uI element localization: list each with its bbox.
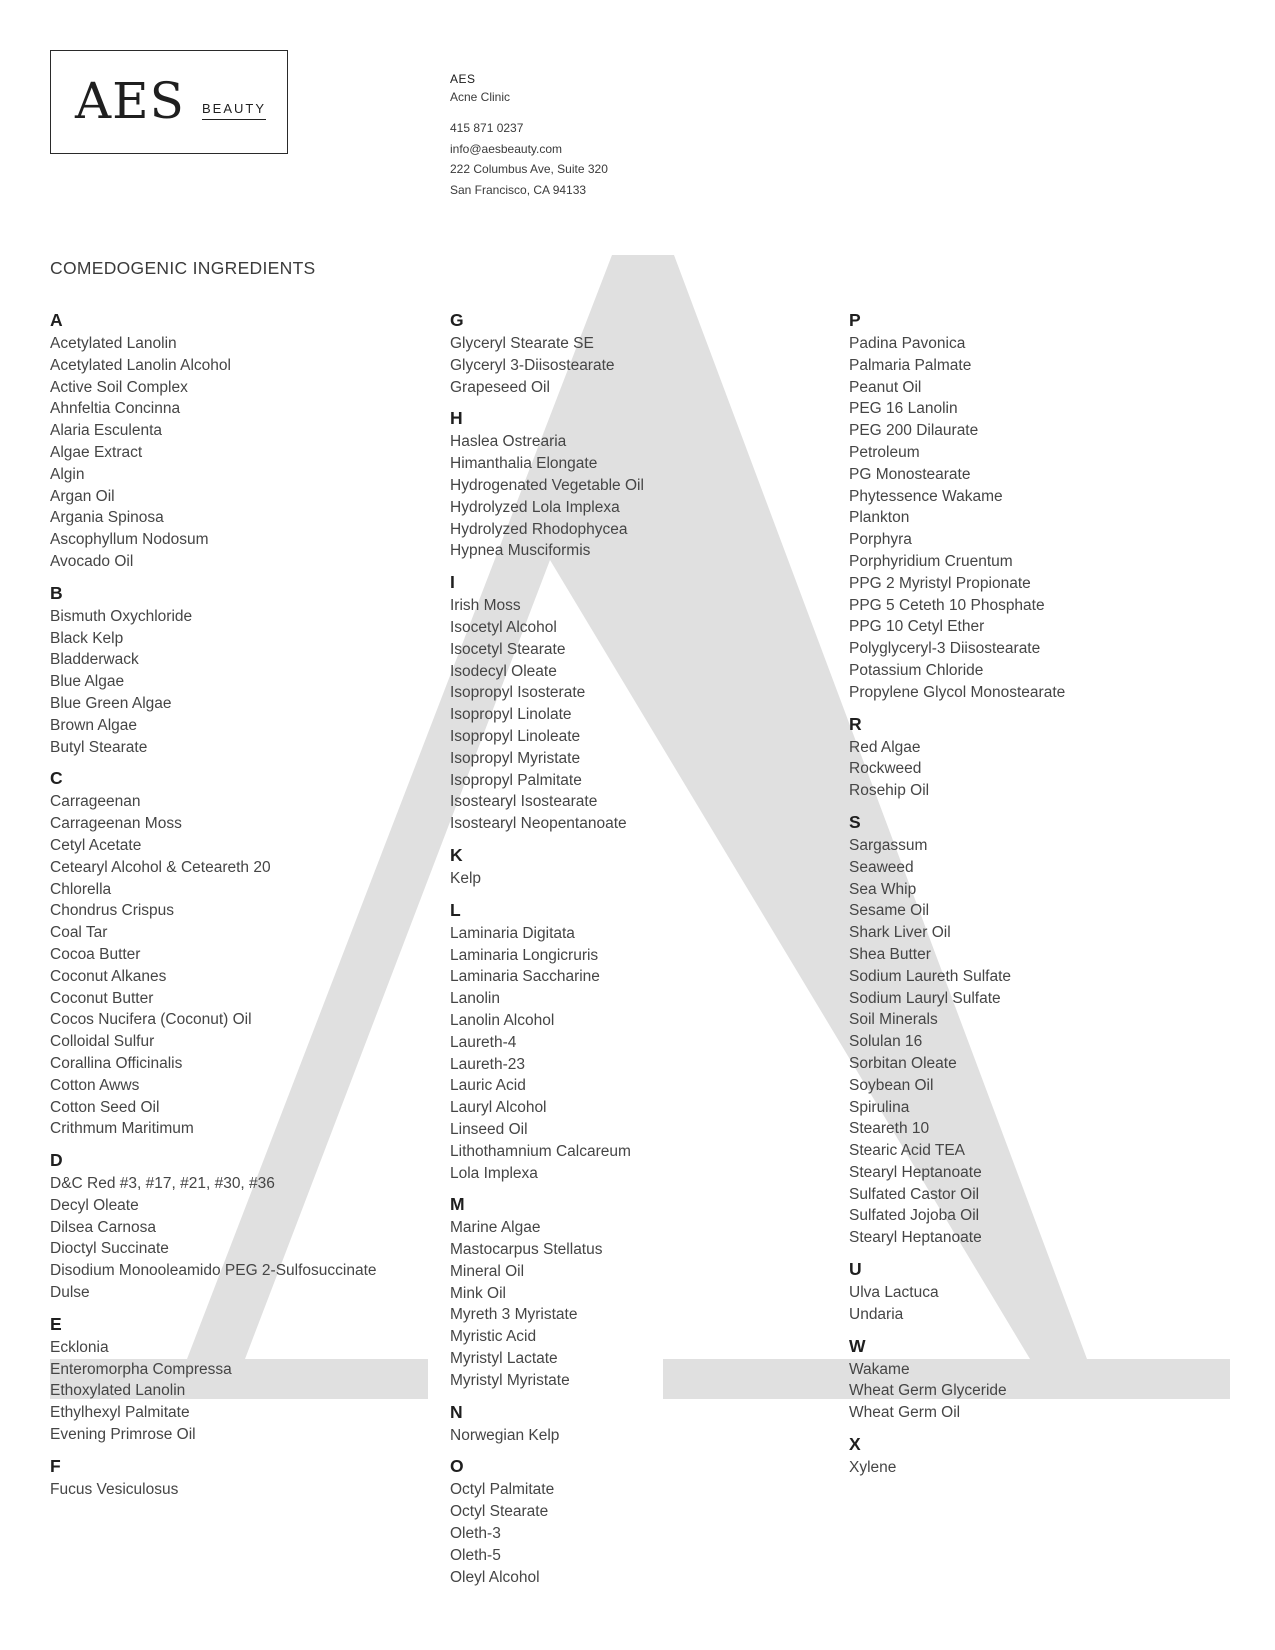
ingredient-item: Crithmum Maritimum	[50, 1120, 194, 1138]
section-letter: D	[50, 1150, 63, 1171]
logo-subtitle: BEAUTY	[202, 101, 266, 120]
ingredient-item: Irish Moss	[450, 597, 521, 615]
section-letter: I	[450, 572, 455, 593]
ingredient-item: Lanolin	[450, 990, 500, 1008]
ingredient-item: Avocado Oil	[50, 552, 134, 570]
ingredient-item: PEG 200 Dilaurate	[849, 422, 979, 440]
letter-group	[50, 767, 377, 1140]
section-letter: F	[50, 1455, 61, 1476]
ingredient-item: Palmaria Palmate	[849, 356, 972, 374]
ingredient-item: Plankton	[849, 509, 910, 527]
ingredient-item: Shark Liver Oil	[849, 924, 951, 942]
ingredient-item: Mink Oil	[450, 1284, 506, 1302]
section-letter: M	[450, 1194, 465, 1215]
section-letter: B	[50, 582, 63, 603]
ingredient-item: Kelp	[450, 869, 482, 887]
ingredient-item: Spirulina	[849, 1098, 910, 1116]
ingredient-item: Padina Pavonica	[849, 335, 966, 352]
ingredient-item: Ecklonia	[50, 1338, 109, 1356]
ingredient-item: Ulva Lactuca	[849, 1284, 939, 1302]
ingredient-item: Algin	[50, 465, 85, 483]
letter-group	[450, 844, 644, 890]
ingredient-item: Bladderwack	[50, 651, 139, 669]
section-letter: K	[450, 844, 463, 865]
letter-group	[50, 1455, 377, 1501]
contact-phone: 415 871 0237	[450, 121, 524, 135]
letter-group	[450, 899, 644, 1185]
section-letter: N	[450, 1401, 463, 1422]
ingredient-item: Active Soil Complex	[50, 378, 188, 396]
section-letter: P	[849, 310, 861, 330]
ingredient-item: Enteromorpha Compressa	[50, 1360, 232, 1378]
logo-mark: AES	[75, 72, 185, 130]
ingredient-item: Wheat Germ Glyceride	[849, 1382, 1007, 1400]
ingredient-item: Wheat Germ Oil	[849, 1404, 961, 1422]
ingredient-item: Carrageenan	[50, 793, 141, 811]
ingredient-item: Chondrus Crispus	[50, 902, 175, 920]
ingredient-item: Isopropyl Isosterate	[450, 684, 586, 702]
section-letter: S	[849, 811, 861, 832]
ingredient-item: Lola Implexa	[450, 1164, 538, 1182]
ingredient-item: PPG 10 Cetyl Ether	[849, 618, 985, 636]
contact-address-line2: San Francisco, CA 94133	[450, 182, 587, 197]
ingredient-item: Chlorella	[50, 880, 112, 898]
ingredient-item: Carrageenan Moss	[50, 815, 182, 833]
section-letter: X	[849, 1434, 861, 1455]
ingredient-item: Cocoa Butter	[50, 945, 141, 963]
ingredient-item: Stearyl Heptanoate	[849, 1163, 982, 1181]
ingredient-item: Seaweed	[849, 858, 914, 876]
ingredient-item: Soil Minerals	[849, 1011, 938, 1029]
ingredient-item: Glyceryl Stearate SE	[450, 335, 594, 352]
ingredient-item: Dioctyl Succinate	[50, 1240, 169, 1258]
ingredient-item: Laminaria Digitata	[450, 924, 575, 942]
contact-address-line1: 222 Columbus Ave, Suite 320	[450, 162, 608, 176]
ingredient-item: Coconut Alkanes	[50, 967, 167, 985]
section-letter: W	[849, 1335, 866, 1356]
ingredient-item: D&C Red #3, #17, #21, #30, #36	[50, 1175, 275, 1193]
ingredient-item: Lithothamnium Calcareum	[450, 1142, 631, 1160]
ingredient-item: Linseed Oil	[450, 1120, 528, 1138]
ingredient-item: Algae Extract	[50, 443, 143, 461]
ingredient-item: PG Monostearate	[849, 465, 971, 483]
ingredient-item: Mineral Oil	[450, 1262, 525, 1280]
ingredient-item: Brown Algae	[50, 716, 138, 734]
contact-block	[450, 70, 608, 200]
ingredient-item: Shea Butter	[849, 945, 931, 963]
ingredient-item: Sesame Oil	[849, 902, 930, 920]
ingredient-item: Lauric Acid	[450, 1077, 526, 1095]
ingredient-item: Laminaria Longicruris	[450, 946, 599, 964]
ingredient-item: Lauryl Alcohol	[450, 1099, 547, 1117]
ingredient-item: Haslea Ostrearia	[450, 433, 567, 451]
ingredient-item: Ethoxylated Lanolin	[50, 1382, 186, 1400]
ingredient-item: Isopropyl Linolate	[450, 706, 572, 724]
ingredient-item: Rockweed	[849, 760, 922, 778]
ingredient-item: Polyglyceryl-3 Diisostearate	[849, 640, 1041, 658]
ingredient-item: Black Kelp	[50, 629, 124, 647]
ingredient-item: Decyl Oleate	[50, 1196, 139, 1214]
ingredient-item: Oleth-5	[450, 1546, 501, 1564]
contact-email: info@aesbeauty.com	[450, 141, 563, 156]
ingredient-item: Colloidal Sulfur	[50, 1033, 155, 1051]
ingredient-item: PPG 2 Myristyl Propionate	[849, 574, 1031, 592]
ingredient-item: Isocetyl Alcohol	[450, 618, 557, 636]
ingredient-item: Blue Algae	[50, 673, 125, 691]
ingredient-item: Cotton Awws	[50, 1076, 140, 1094]
section-letter: H	[450, 408, 463, 429]
ingredient-item: PEG 16 Lanolin	[849, 400, 958, 418]
letter-group	[450, 309, 644, 398]
ingredients-column-2	[450, 309, 644, 1597]
ingredient-item: Ascophyllum Nodosum	[50, 531, 209, 549]
letter-group	[849, 309, 1065, 704]
ingredient-item: Evening Primrose Oil	[50, 1426, 196, 1444]
ingredient-item: Hypnea Musciformis	[450, 542, 591, 560]
ingredient-item: Sulfated Castor Oil	[849, 1185, 980, 1203]
ingredient-item: Ethylhexyl Palmitate	[50, 1404, 190, 1422]
ingredient-item: Mastocarpus Stellatus	[450, 1241, 603, 1259]
ingredient-item: Peanut Oil	[849, 378, 922, 396]
ingredient-item: Norwegian Kelp	[450, 1426, 560, 1444]
ingredient-item: Isopropyl Palmitate	[450, 771, 582, 789]
ingredient-item: Blue Green Algae	[50, 694, 172, 712]
ingredient-item: Isopropyl Linoleate	[450, 727, 581, 745]
contact-subtitle: Acne Clinic	[450, 90, 511, 104]
ingredient-item: Cotton Seed Oil	[50, 1098, 160, 1116]
section-letter: C	[50, 768, 63, 789]
letter-group	[50, 1149, 377, 1304]
letter-group	[450, 571, 644, 835]
ingredient-item: Dilsea Carnosa	[50, 1218, 156, 1236]
ingredient-item: Argan Oil	[50, 487, 115, 505]
ingredient-item: Coconut Butter	[50, 989, 154, 1007]
ingredient-item: Acetylated Lanolin	[50, 335, 177, 352]
ingredient-item: Sea Whip	[849, 880, 917, 898]
ingredient-item: Undaria	[849, 1305, 904, 1323]
ingredient-item: Myreth 3 Myristate	[450, 1306, 578, 1324]
ingredient-item: Butyl Stearate	[50, 738, 148, 756]
ingredient-item: Disodium Monooleamido PEG 2-Sulfosuccinate	[50, 1262, 377, 1280]
ingredient-item: Isostearyl Isostearate	[450, 793, 598, 811]
letter-group	[450, 407, 644, 562]
ingredient-item: Porphyridium Cruentum	[849, 552, 1013, 570]
section-letter: E	[50, 1313, 62, 1334]
section-letter: O	[450, 1456, 464, 1477]
ingredient-item: Corallina Officinalis	[50, 1054, 183, 1072]
contact-brand: AES	[450, 72, 476, 86]
ingredient-item: Cocos Nucifera (Coconut) Oil	[50, 1011, 252, 1029]
ingredient-item: Oleyl Alcohol	[450, 1568, 540, 1586]
letter-group	[450, 1455, 644, 1588]
ingredient-item: Fucus Vesiculosus	[50, 1480, 179, 1498]
section-letter: G	[450, 310, 464, 330]
ingredient-item: Hydrolyzed Rhodophycea	[450, 520, 628, 538]
letter-group	[849, 713, 1065, 802]
ingredient-item: Stearic Acid TEA	[849, 1142, 966, 1160]
letter-group	[450, 1401, 644, 1447]
letter-group	[849, 811, 1065, 1249]
ingredient-item: Hydrogenated Vegetable Oil	[450, 476, 644, 494]
ingredient-item: Laminaria Saccharine	[450, 968, 600, 986]
ingredient-item: PPG 5 Ceteth 10 Phosphate	[849, 596, 1045, 614]
page-title: COMEDOGENIC INGREDIENTS	[50, 258, 316, 278]
letter-group	[50, 309, 377, 573]
ingredient-item: Sulfated Jojoba Oil	[849, 1207, 980, 1225]
ingredient-item: Sargassum	[849, 836, 928, 854]
ingredient-item: Dulse	[50, 1284, 90, 1302]
ingredient-item: Wakame	[849, 1360, 910, 1378]
ingredient-item: Solulan 16	[849, 1033, 923, 1051]
ingredient-item: Porphyra	[849, 531, 912, 549]
ingredient-item: Lanolin Alcohol	[450, 1011, 555, 1029]
ingredient-item: Cetyl Acetate	[50, 836, 142, 854]
ingredient-item: Propylene Glycol Monostearate	[849, 683, 1066, 701]
letter-group	[450, 1193, 644, 1391]
ingredient-item: Argania Spinosa	[50, 509, 164, 527]
ingredient-item: Himanthalia Elongate	[450, 455, 598, 473]
ingredient-item: Ahnfeltia Concinna	[50, 400, 181, 418]
ingredient-item: Glyceryl 3-Diisostearate	[450, 356, 615, 374]
ingredient-item: Octyl Stearate	[450, 1503, 549, 1521]
ingredient-item: Cetearyl Alcohol & Ceteareth 20	[50, 858, 271, 876]
ingredient-item: Myristyl Myristate	[450, 1371, 570, 1389]
ingredient-item: Laureth-4	[450, 1033, 517, 1051]
ingredient-item: Marine Algae	[450, 1219, 541, 1237]
section-letter: A	[50, 310, 63, 330]
letter-group	[849, 1335, 1065, 1424]
ingredient-item: Sorbitan Oleate	[849, 1054, 957, 1072]
ingredient-item: Grapeseed Oil	[450, 378, 550, 396]
ingredient-item: Sodium Laureth Sulfate	[849, 967, 1011, 985]
ingredient-item: Coal Tar	[50, 924, 108, 942]
ingredient-item: Myristic Acid	[450, 1328, 537, 1346]
ingredient-item: Alaria Esculenta	[50, 422, 163, 440]
ingredient-item: Acetylated Lanolin Alcohol	[50, 356, 231, 374]
letter-group	[50, 1313, 377, 1446]
section-letter: U	[849, 1259, 862, 1280]
ingredients-column-3	[849, 309, 1065, 1488]
letter-group	[849, 1258, 1065, 1326]
letter-group	[50, 582, 377, 759]
ingredient-item: Isocetyl Stearate	[450, 640, 566, 658]
ingredient-item: Steareth 10	[849, 1120, 930, 1138]
ingredient-item: Isostearyl Neopentanoate	[450, 815, 627, 833]
ingredient-item: Soybean Oil	[849, 1076, 934, 1094]
ingredient-item: Hydrolyzed Lola Implexa	[450, 498, 620, 516]
ingredient-item: Myristyl Lactate	[450, 1350, 558, 1368]
ingredient-item: Red Algae	[849, 738, 921, 756]
ingredient-item: Stearyl Heptanoate	[849, 1229, 982, 1247]
ingredient-item: Oleth-3	[450, 1525, 501, 1543]
ingredient-item: Petroleum	[849, 443, 920, 461]
ingredient-item: Sodium Lauryl Sulfate	[849, 989, 1001, 1007]
ingredient-item: Isodecyl Oleate	[450, 662, 557, 680]
section-letter: R	[849, 713, 862, 734]
ingredient-item: Isopropyl Myristate	[450, 749, 581, 767]
letter-group	[849, 1433, 1065, 1479]
ingredients-column-1	[50, 309, 377, 1510]
ingredient-item: Laureth-23	[450, 1055, 525, 1073]
ingredient-item: Xylene	[849, 1459, 897, 1477]
ingredient-item: Octyl Palmitate	[450, 1481, 555, 1499]
section-letter: L	[450, 899, 461, 920]
brand-logo	[50, 50, 288, 154]
ingredient-item: Phytessence Wakame	[849, 487, 1003, 505]
ingredient-item: Potassium Chloride	[849, 661, 984, 679]
ingredient-item: Bismuth Oxychloride	[50, 607, 193, 625]
ingredient-item: Rosehip Oil	[849, 782, 930, 800]
